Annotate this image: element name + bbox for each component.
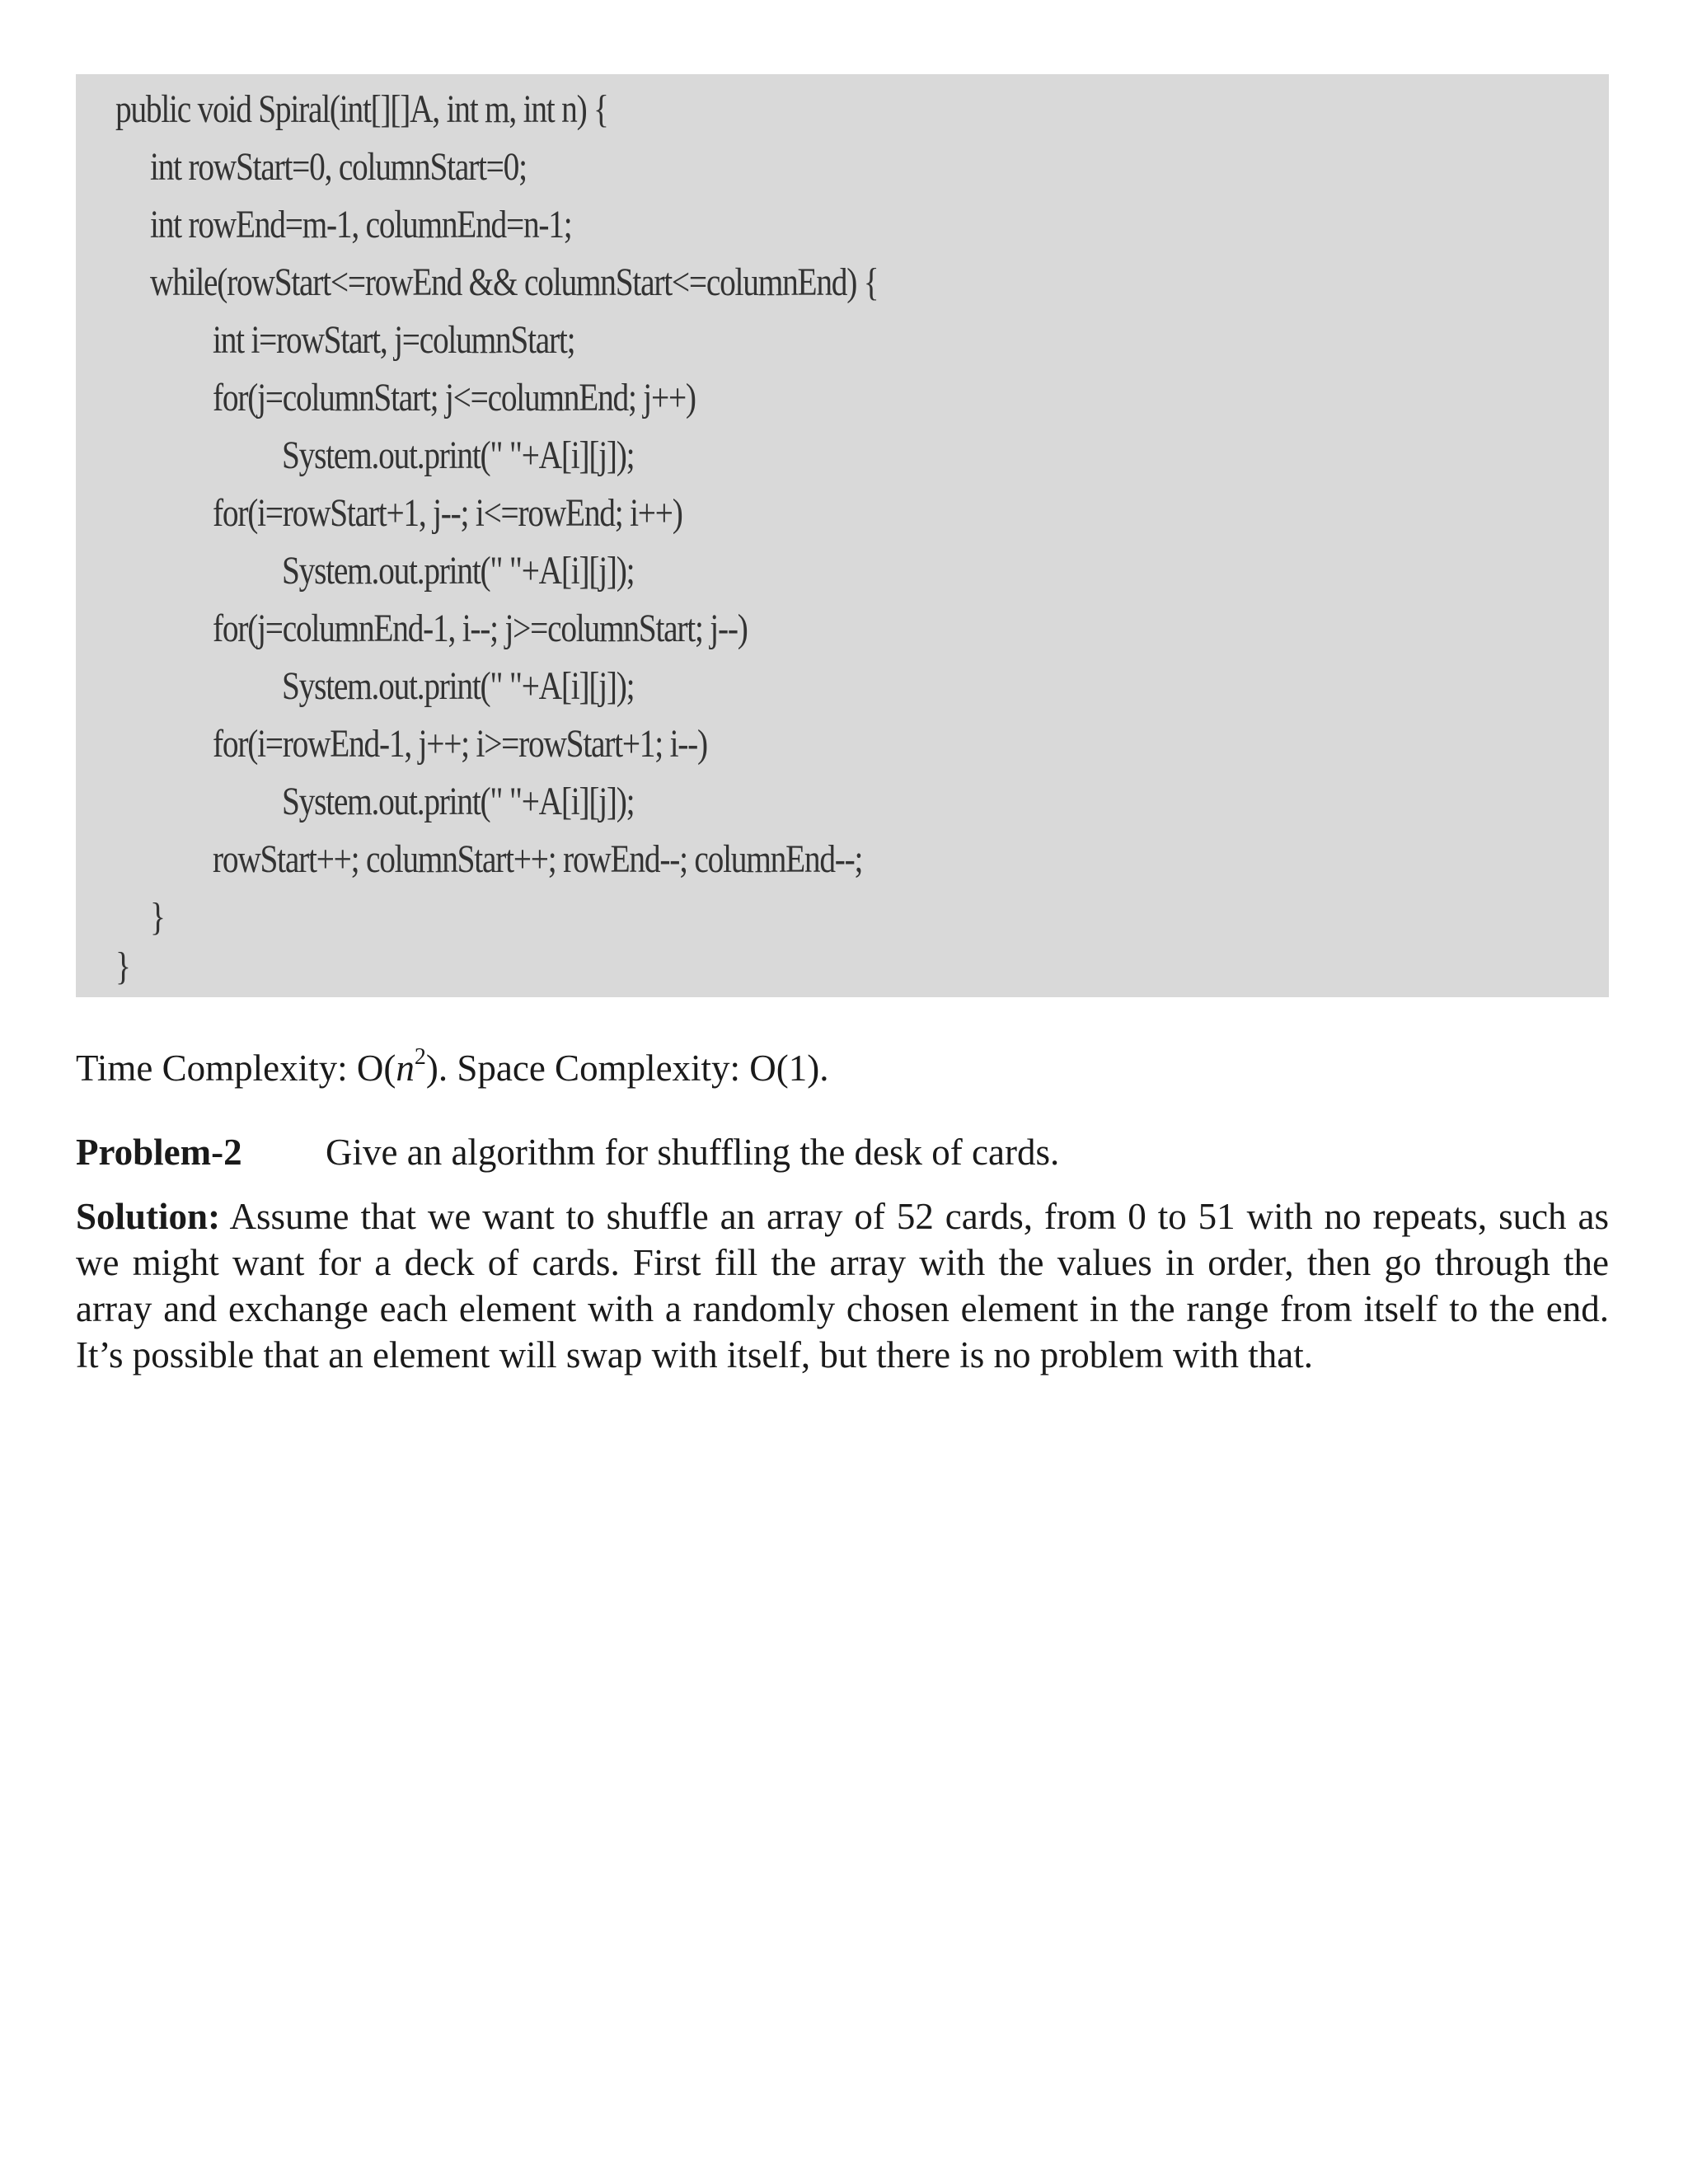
code-line: rowStart++; columnStart++; rowEnd--; columnEnd--; <box>213 837 863 881</box>
solution-text: Assume that we want to shuffle an array of 52 cards, from 0 to 51 with no repeats, such as we might want for a deck of cards. First fill the array with the values in order, then go through the array and exchange each element with a randomly chosen element in the range from itself to the end. It’s possible that an element will swap with itself, but there is no problem with that. <box>76 1196 1609 1376</box>
complexity-suffix: ). Space Complexity: O(1). <box>425 1047 829 1089</box>
code-line: for(i=rowEnd-1, j++; i>=rowStart+1; i--) <box>213 722 707 766</box>
solution-paragraph <box>76 1193 1609 1378</box>
code-line: int rowEnd=m-1, columnEnd=n-1; <box>150 203 572 246</box>
time-complexity-variable: n <box>396 1047 415 1089</box>
code-line: for(j=columnEnd-1, i--; j>=columnStart; j--) <box>213 607 748 650</box>
problem-text: Give an algorithm for shuffling the desk of cards. <box>326 1132 1060 1173</box>
time-complexity-exponent: 2 <box>414 1044 426 1070</box>
code-line: int rowStart=0, columnStart=0; <box>150 145 527 189</box>
code-line: } <box>115 944 130 988</box>
code-line: System.out.print(" "+A[i][j]); <box>282 780 635 823</box>
code-listing <box>76 74 1609 997</box>
code-line: for(i=rowStart+1, j--; i<=rowEnd; i++) <box>213 491 682 535</box>
problem-statement <box>76 1129 1609 1175</box>
complexity-statement <box>76 1045 1609 1091</box>
problem-label: Problem-2 <box>76 1132 242 1173</box>
code-line: System.out.print(" "+A[i][j]); <box>282 434 635 477</box>
code-line: System.out.print(" "+A[i][j]); <box>282 549 635 593</box>
time-complexity-prefix: Time Complexity: O( <box>76 1047 396 1089</box>
code-line: while(rowStart<=rowEnd && columnStart<=columnEnd) { <box>150 260 879 304</box>
code-line: int i=rowStart, j=columnStart; <box>213 318 575 362</box>
code-line: for(j=columnStart; j<=columnEnd; j++) <box>213 376 696 419</box>
code-line: public void Spiral(int[][]A, int m, int n) { <box>115 87 608 131</box>
solution-label: Solution: <box>76 1196 221 1237</box>
code-line: System.out.print(" "+A[i][j]); <box>282 664 635 708</box>
code-line: } <box>150 895 165 939</box>
